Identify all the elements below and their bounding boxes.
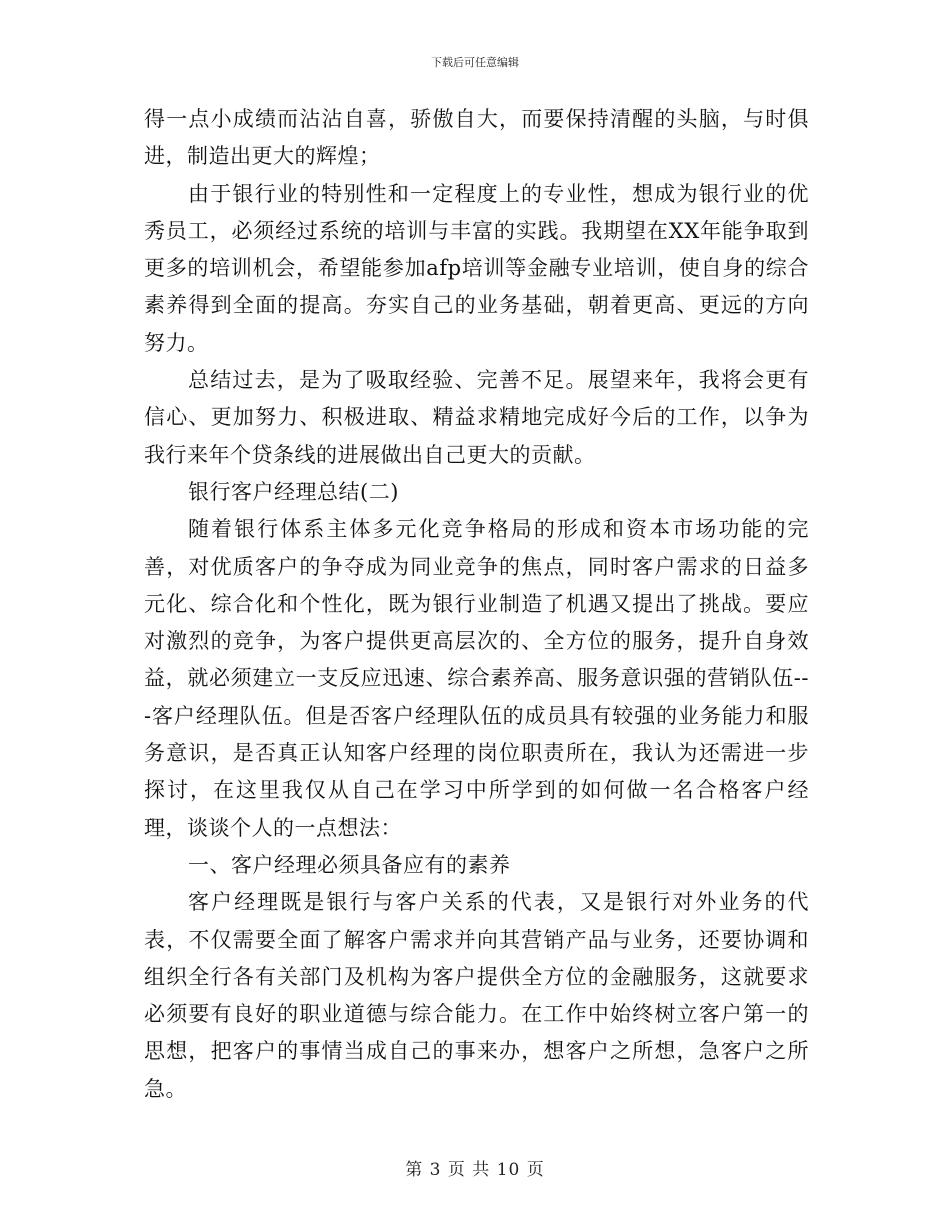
paragraph-summary: 总结过去，是为了吸取经验、完善不足。展望来年，我将会更有信心、更加努力、积极进取、精益求精地完成好今后的工作，以争为我行来年个贷条线的进展做出自己更大的贡献。 <box>144 368 809 467</box>
section-heading: 一、客户经理必须具备应有的素养 <box>188 852 511 877</box>
section-title: 银行客户经理总结(二) <box>188 479 399 504</box>
paragraph-continuation: 得一点小成绩而沾沾自喜，骄傲自大，而要保持清醒的头脑，与时俱进，制造出更大的辉煌； <box>144 107 809 169</box>
document-body <box>144 101 809 1108</box>
paragraph-intro: 随着银行体系主体多元化竞争格局的形成和资本市场功能的完善，对优质客户的争夺成为同业竞争的焦点，同时客户需求的日益多元化、综合化和个性化，既为银行业制造了机遇又提出了挑战。要应对激烈的竞争，为客户提供更高层次的、全方位的服务，提升自身效益，就必须建立一支反应迅速、综合素养高、服务意识强的营销队伍---客户经理队伍。但是否客户经理队伍的成员具有较强的业务能力和服务意识，是否真正认知客户经理的岗位职责所在，我认为还需进一步探讨，在这里我仅从自己在学习中所学到的如何做一名合格客户经理，谈谈个人的一点想法： <box>144 517 809 840</box>
paragraph-qualities: 客户经理既是银行与客户关系的代表，又是银行对外业务的代表，不仅需要全面了解客户需求并向其营销产品与业务，还要协调和组织全行各有关部门及机构为客户提供全方位的金融服务，这就要求必须要有良好的职业道德与综合能力。在工作中始终树立客户第一的思想，把客户的事情当成自己的事来办，想客户之所想，急客户之所急。 <box>144 890 809 1101</box>
paragraph-training: 由于银行业的特别性和一定程度上的专业性，想成为银行业的优秀员工，必须经过系统的培训与丰富的实践。我期望在XX年能争取到更多的培训机会，希望能参加afp培训等金融专业培训，使自身的综合素养得到全面的提高。夯实自己的业务基础，朝着更高、更远的方向努力。 <box>144 181 809 355</box>
page-header: 下载后可任意编辑 <box>431 56 519 69</box>
page-number: 第 3 页 共 10 页 <box>405 1160 545 1180</box>
